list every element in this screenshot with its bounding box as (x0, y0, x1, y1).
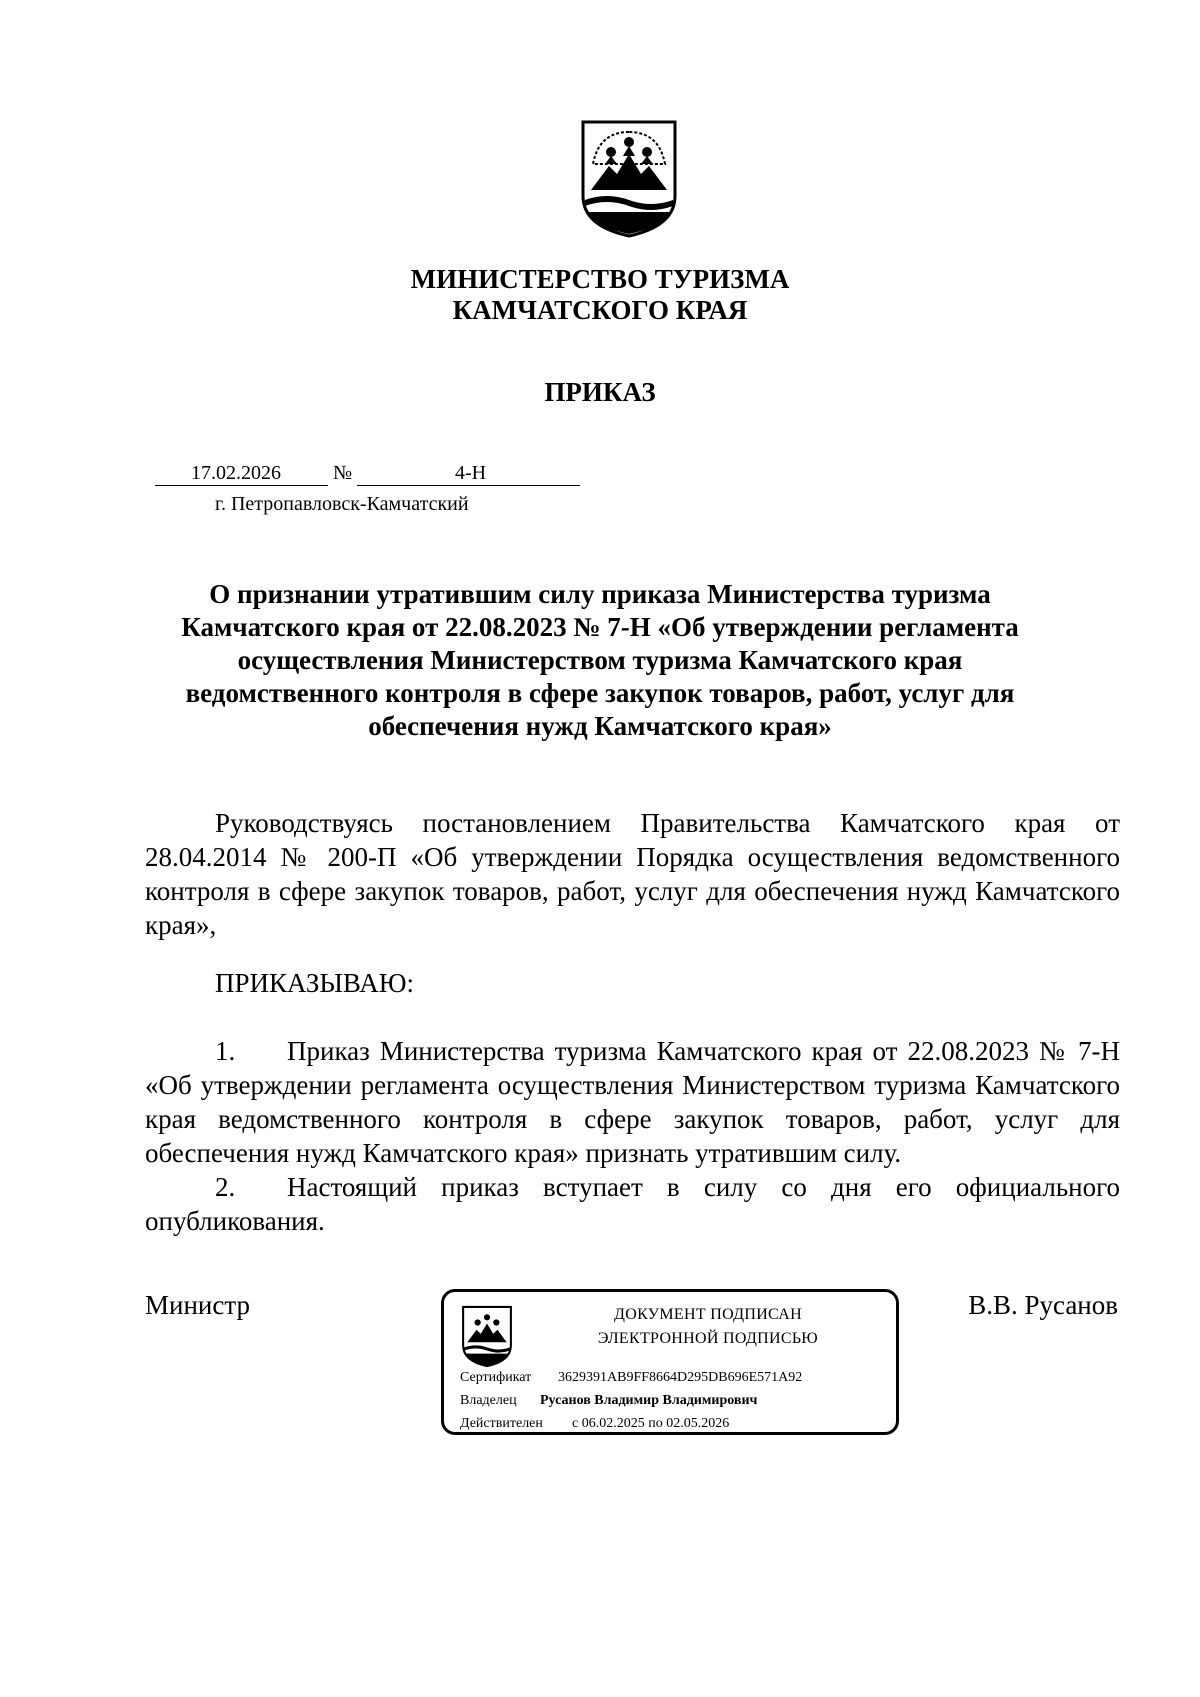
order-item-2 (145, 1170, 1120, 1238)
coat-of-arms-emblem (577, 118, 681, 238)
number-sign: № (333, 462, 353, 484)
order-item-text: Настоящий приказ вступает в силу со дня его официального опубликования. (145, 1172, 1120, 1236)
subject-line: О признании утратившим силу приказа Министерства туризма (209, 579, 991, 609)
subject-line: осуществления Министерством туризма Камчатского края (237, 645, 963, 675)
stamp-certificate-row (460, 1370, 802, 1386)
organization-name-line1: МИНИСТЕРСТВО ТУРИЗМА (410, 264, 790, 294)
stamp-validity-label: Действителен (460, 1416, 543, 1431)
signer-position: Министр (145, 1290, 250, 1320)
preamble-text: Руководствуясь постановлением Правительства Камчатского края от 28.04.2014 № 200-П «Об утверждении Порядка осуществления ведомственного контроля в сфере закупок товаров, работ, услуг для обеспечения нужд Камчатского края», (145, 808, 1120, 940)
signer-name: В.В. Русанов (968, 1290, 1118, 1320)
subject-line: Камчатского края от 22.08.2023 № 7-Н «Об утверждении регламента (181, 612, 1019, 642)
order-item-text: Приказ Министерства туризма Камчатского края от 22.08.2023 № 7-Н «Об утверждении регламента осуществления Министерством туризма Камчатского края ведомственного контроля в сфере закупок товаров, работ, услуг для обеспечения нужд Камчатского края» признать утратившим силу. (145, 1036, 1120, 1168)
document-number: 4-Н (455, 462, 487, 484)
stamp-emblem-icon (460, 1304, 514, 1368)
stamp-owner-row (460, 1393, 757, 1409)
stamp-owner-label: Владелец (460, 1393, 517, 1408)
orders-word: ПРИКАЗЫВАЮ: (215, 968, 414, 998)
date-underline (155, 485, 328, 486)
order-item-number: 2. (215, 1172, 236, 1202)
stamp-certificate-value: 3629391AB9FF8664D295DB696E571A92 (558, 1370, 803, 1385)
stamp-heading-line1: ДОКУМЕНТ ПОДПИСАН (614, 1306, 802, 1323)
organization-name-line2: КАМЧАТСКОГО КРАЯ (452, 295, 748, 325)
stamp-heading-line2: ЭЛЕКТРОННОЙ ПОДПИСЬЮ (597, 1330, 819, 1347)
document-date: 17.02.2026 (191, 462, 281, 484)
number-underline (357, 485, 580, 486)
stamp-owner-value: Русанов Владимир Владимирович (540, 1393, 758, 1408)
stamp-validity-row (460, 1416, 729, 1432)
electronic-signature-stamp (441, 1289, 899, 1435)
order-item-number: 1. (215, 1036, 236, 1066)
subject-line: обеспечения нужд Камчатского края» (368, 711, 832, 741)
date-number-line (155, 462, 580, 486)
order-item-1 (145, 1034, 1120, 1170)
stamp-validity-value: с 06.02.2025 по 02.05.2026 (572, 1416, 730, 1431)
document-subject (150, 578, 1050, 743)
document-city: г. Петропавловск-Камчатский (215, 493, 469, 515)
stamp-certificate-label: Сертификат (460, 1370, 532, 1385)
preamble-paragraph (145, 806, 1120, 942)
document-type-title: ПРИКАЗ (544, 377, 656, 407)
subject-line: ведомственного контроля в сфере закупок товаров, работ, услуг для (185, 678, 1015, 708)
